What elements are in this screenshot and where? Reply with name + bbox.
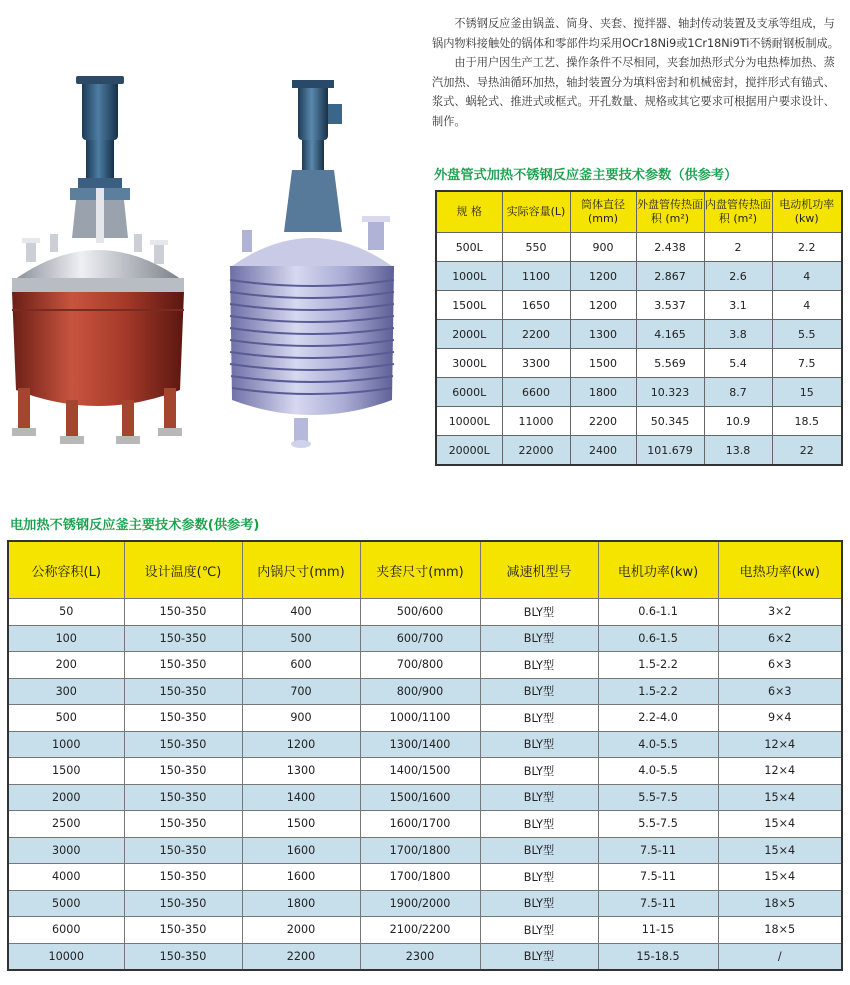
header-cell: 外盘管传热面积 (m²): [636, 191, 704, 233]
table-cell: 1600/1700: [360, 811, 480, 838]
header-cell: 电机功率(kw): [598, 541, 718, 599]
table-cell: 2200: [570, 407, 636, 436]
intro-text: [432, 14, 842, 131]
table-cell: 1.5-2.2: [598, 652, 718, 679]
table-cell: 2100/2200: [360, 917, 480, 944]
table-row: [8, 811, 842, 838]
table-row: [8, 652, 842, 679]
table-cell: 500L: [436, 233, 502, 262]
table-cell: 150-350: [124, 652, 242, 679]
table-cell: 2.438: [636, 233, 704, 262]
table-row: [8, 943, 842, 970]
table-cell: 8.7: [704, 378, 772, 407]
table-cell: BLY型: [480, 784, 598, 811]
table-cell: 18×5: [718, 917, 842, 944]
coil-heated-reactor-image: [222, 70, 400, 455]
table-cell: 2200: [242, 943, 360, 970]
table-cell: 600/700: [360, 625, 480, 652]
table-cell: 1100: [502, 262, 570, 291]
table-cell: 4.0-5.5: [598, 731, 718, 758]
table-cell: 1000L: [436, 262, 502, 291]
table-cell: 20000L: [436, 436, 502, 466]
table-cell: 1500/1600: [360, 784, 480, 811]
table-row: [8, 625, 842, 652]
table-cell: 1500: [8, 758, 124, 785]
table-cell: 4.0-5.5: [598, 758, 718, 785]
table-cell: 2.6: [704, 262, 772, 291]
table-cell: 700/800: [360, 652, 480, 679]
table-cell: 3000L: [436, 349, 502, 378]
table-row: [436, 291, 842, 320]
table-cell: 0.6-1.1: [598, 599, 718, 626]
table-cell: 5.4: [704, 349, 772, 378]
table-cell: 3.537: [636, 291, 704, 320]
table-cell: 15×4: [718, 837, 842, 864]
table-cell: 1400: [242, 784, 360, 811]
table-cell: 600: [242, 652, 360, 679]
table-cell: 150-350: [124, 705, 242, 732]
table-cell: 4: [772, 262, 842, 291]
table-cell: 5000: [8, 890, 124, 917]
table-cell: 150-350: [124, 917, 242, 944]
table-cell: 150-350: [124, 864, 242, 891]
table-cell: 2500: [8, 811, 124, 838]
table-cell: 15: [772, 378, 842, 407]
table-row: [8, 678, 842, 705]
table-cell: 7.5-11: [598, 890, 718, 917]
table-cell: 1500: [242, 811, 360, 838]
table-cell: 0.6-1.5: [598, 625, 718, 652]
table-cell: 2000L: [436, 320, 502, 349]
coil-reactor-spec-table: [435, 190, 843, 466]
table-cell: 4.165: [636, 320, 704, 349]
table-cell: 300: [8, 678, 124, 705]
intro-paragraph-2: 由于用户因生产工艺、操作条件不尽相同，夹套加热形式分为电热棒加热、蒸汽加热、导热油循环加热，轴封装置分为填料密封和机械密封，搅拌形式有锚式、浆式、蜗轮式、推进式或框式。开孔数量、规格或其它要求可根据用户要求设计、制作。: [432, 56, 835, 128]
table-cell: 3300: [502, 349, 570, 378]
table-cell: 1300: [242, 758, 360, 785]
table-row: [8, 917, 842, 944]
table-cell: 2300: [360, 943, 480, 970]
table-row: [436, 378, 842, 407]
table-row: [8, 705, 842, 732]
table-cell: 1000: [8, 731, 124, 758]
table-cell: 900: [570, 233, 636, 262]
table-cell: 7.5: [772, 349, 842, 378]
table-cell: /: [718, 943, 842, 970]
table-cell: 2000: [242, 917, 360, 944]
table-cell: 100: [8, 625, 124, 652]
table-cell: 150-350: [124, 599, 242, 626]
table-cell: 4000: [8, 864, 124, 891]
table-cell: 1200: [570, 291, 636, 320]
header-cell: 内盘管传热面积 (m²): [704, 191, 772, 233]
table-cell: 500: [242, 625, 360, 652]
table-cell: 5.5-7.5: [598, 784, 718, 811]
table-cell: 1800: [570, 378, 636, 407]
table-cell: 1.5-2.2: [598, 678, 718, 705]
table-row: [8, 837, 842, 864]
table-cell: 1400/1500: [360, 758, 480, 785]
table-cell: 1300: [570, 320, 636, 349]
table-cell: 1000/1100: [360, 705, 480, 732]
table-cell: 2.2-4.0: [598, 705, 718, 732]
table-cell: 12×4: [718, 758, 842, 785]
table-cell: 1700/1800: [360, 864, 480, 891]
header-cell: 筒体直径(mm): [570, 191, 636, 233]
table-cell: 18.5: [772, 407, 842, 436]
table-cell: BLY型: [480, 758, 598, 785]
table-cell: BLY型: [480, 625, 598, 652]
table-cell: BLY型: [480, 599, 598, 626]
table-cell: 2.867: [636, 262, 704, 291]
table-row: [436, 436, 842, 466]
table-row: [8, 784, 842, 811]
table-cell: 11000: [502, 407, 570, 436]
header-cell: 电热功率(kw): [718, 541, 842, 599]
table1-title: 外盘管式加热不锈钢反应釜主要技术参数（供参考）: [434, 168, 738, 183]
table-row: [8, 758, 842, 785]
electric-reactor-spec-table: [7, 540, 843, 971]
table-cell: 22000: [502, 436, 570, 466]
table-cell: 15×4: [718, 864, 842, 891]
header-cell: 设计温度(℃): [124, 541, 242, 599]
header-cell: 实际容量(L): [502, 191, 570, 233]
table-cell: 10.9: [704, 407, 772, 436]
table-cell: BLY型: [480, 864, 598, 891]
table-cell: 500: [8, 705, 124, 732]
table-row: [8, 731, 842, 758]
table-cell: 13.8: [704, 436, 772, 466]
table-cell: 150-350: [124, 784, 242, 811]
table-cell: 11-15: [598, 917, 718, 944]
table-cell: 150-350: [124, 890, 242, 917]
table-cell: 1500: [570, 349, 636, 378]
table-cell: 800/900: [360, 678, 480, 705]
table-cell: 12×4: [718, 731, 842, 758]
table-cell: 6×3: [718, 678, 842, 705]
table-cell: 1600: [242, 837, 360, 864]
table-cell: BLY型: [480, 943, 598, 970]
table-cell: 1900/2000: [360, 890, 480, 917]
table-cell: 6×3: [718, 652, 842, 679]
table-cell: 3.8: [704, 320, 772, 349]
table-cell: 1500L: [436, 291, 502, 320]
table-cell: 15×4: [718, 811, 842, 838]
header-cell: 规 格: [436, 191, 502, 233]
table-cell: 6×2: [718, 625, 842, 652]
table-cell: BLY型: [480, 731, 598, 758]
table-cell: 1700/1800: [360, 837, 480, 864]
table-cell: BLY型: [480, 705, 598, 732]
table-cell: 3×2: [718, 599, 842, 626]
table-cell: 6000: [8, 917, 124, 944]
table-cell: 15×4: [718, 784, 842, 811]
table-cell: 101.679: [636, 436, 704, 466]
table-cell: 3000: [8, 837, 124, 864]
table-cell: 5.569: [636, 349, 704, 378]
header-cell: 公称容积(L): [8, 541, 124, 599]
table-cell: 5.5: [772, 320, 842, 349]
table-cell: 7.5-11: [598, 837, 718, 864]
table-row: [436, 320, 842, 349]
table-cell: 18×5: [718, 890, 842, 917]
table-cell: 15-18.5: [598, 943, 718, 970]
table-cell: 2.2: [772, 233, 842, 262]
table-cell: 1300/1400: [360, 731, 480, 758]
table-cell: BLY型: [480, 917, 598, 944]
table-cell: 4: [772, 291, 842, 320]
table-cell: 3.1: [704, 291, 772, 320]
table-header-row: [436, 191, 842, 233]
table-cell: 150-350: [124, 943, 242, 970]
table-cell: 22: [772, 436, 842, 466]
table-cell: 2000: [8, 784, 124, 811]
table-cell: 400: [242, 599, 360, 626]
table-cell: BLY型: [480, 837, 598, 864]
table-row: [436, 262, 842, 291]
table-cell: 700: [242, 678, 360, 705]
table-cell: 9×4: [718, 705, 842, 732]
table-row: [8, 890, 842, 917]
table-cell: BLY型: [480, 890, 598, 917]
electric-heated-reactor-image: [4, 70, 192, 455]
table-cell: 50.345: [636, 407, 704, 436]
table-cell: 10.323: [636, 378, 704, 407]
table-cell: 150-350: [124, 837, 242, 864]
table-row: [8, 864, 842, 891]
table-cell: 550: [502, 233, 570, 262]
header-cell: 减速机型号: [480, 541, 598, 599]
table-cell: 150-350: [124, 811, 242, 838]
table-cell: 6000L: [436, 378, 502, 407]
table-row: [436, 407, 842, 436]
table-row: [8, 599, 842, 626]
intro-paragraph-1: 不锈钢反应釜由锅盖、筒身、夹套、搅拌器、轴封传动装置及支承等组成，与锅内物料接触处的锅体和零部件均采用OCr18Ni9或1Cr18Ni9Ti不锈耐钢板制成。: [432, 17, 839, 50]
table-cell: 1600: [242, 864, 360, 891]
header-cell: 夹套尺寸(mm): [360, 541, 480, 599]
table-cell: 1200: [242, 731, 360, 758]
table-cell: 6600: [502, 378, 570, 407]
table-cell: 500/600: [360, 599, 480, 626]
table-cell: 150-350: [124, 731, 242, 758]
table-row: [436, 233, 842, 262]
table-cell: 10000: [8, 943, 124, 970]
header-cell: 电动机功率(kw): [772, 191, 842, 233]
table-cell: BLY型: [480, 811, 598, 838]
table-header-row: [8, 541, 842, 599]
table-cell: 50: [8, 599, 124, 626]
table-cell: 200: [8, 652, 124, 679]
table-cell: 2: [704, 233, 772, 262]
table-cell: 5.5-7.5: [598, 811, 718, 838]
table-cell: BLY型: [480, 678, 598, 705]
table-cell: BLY型: [480, 652, 598, 679]
table-cell: 150-350: [124, 678, 242, 705]
table-cell: 1200: [570, 262, 636, 291]
table-cell: 150-350: [124, 625, 242, 652]
header-cell: 内锅尺寸(mm): [242, 541, 360, 599]
table-cell: 1800: [242, 890, 360, 917]
table-cell: 2400: [570, 436, 636, 466]
table2-title: 电加热不锈钢反应釜主要技术参数(供参考): [10, 518, 260, 533]
table-cell: 10000L: [436, 407, 502, 436]
table-cell: 150-350: [124, 758, 242, 785]
table-cell: 1650: [502, 291, 570, 320]
table-cell: 2200: [502, 320, 570, 349]
table-row: [436, 349, 842, 378]
table-cell: 7.5-11: [598, 864, 718, 891]
table-cell: 900: [242, 705, 360, 732]
